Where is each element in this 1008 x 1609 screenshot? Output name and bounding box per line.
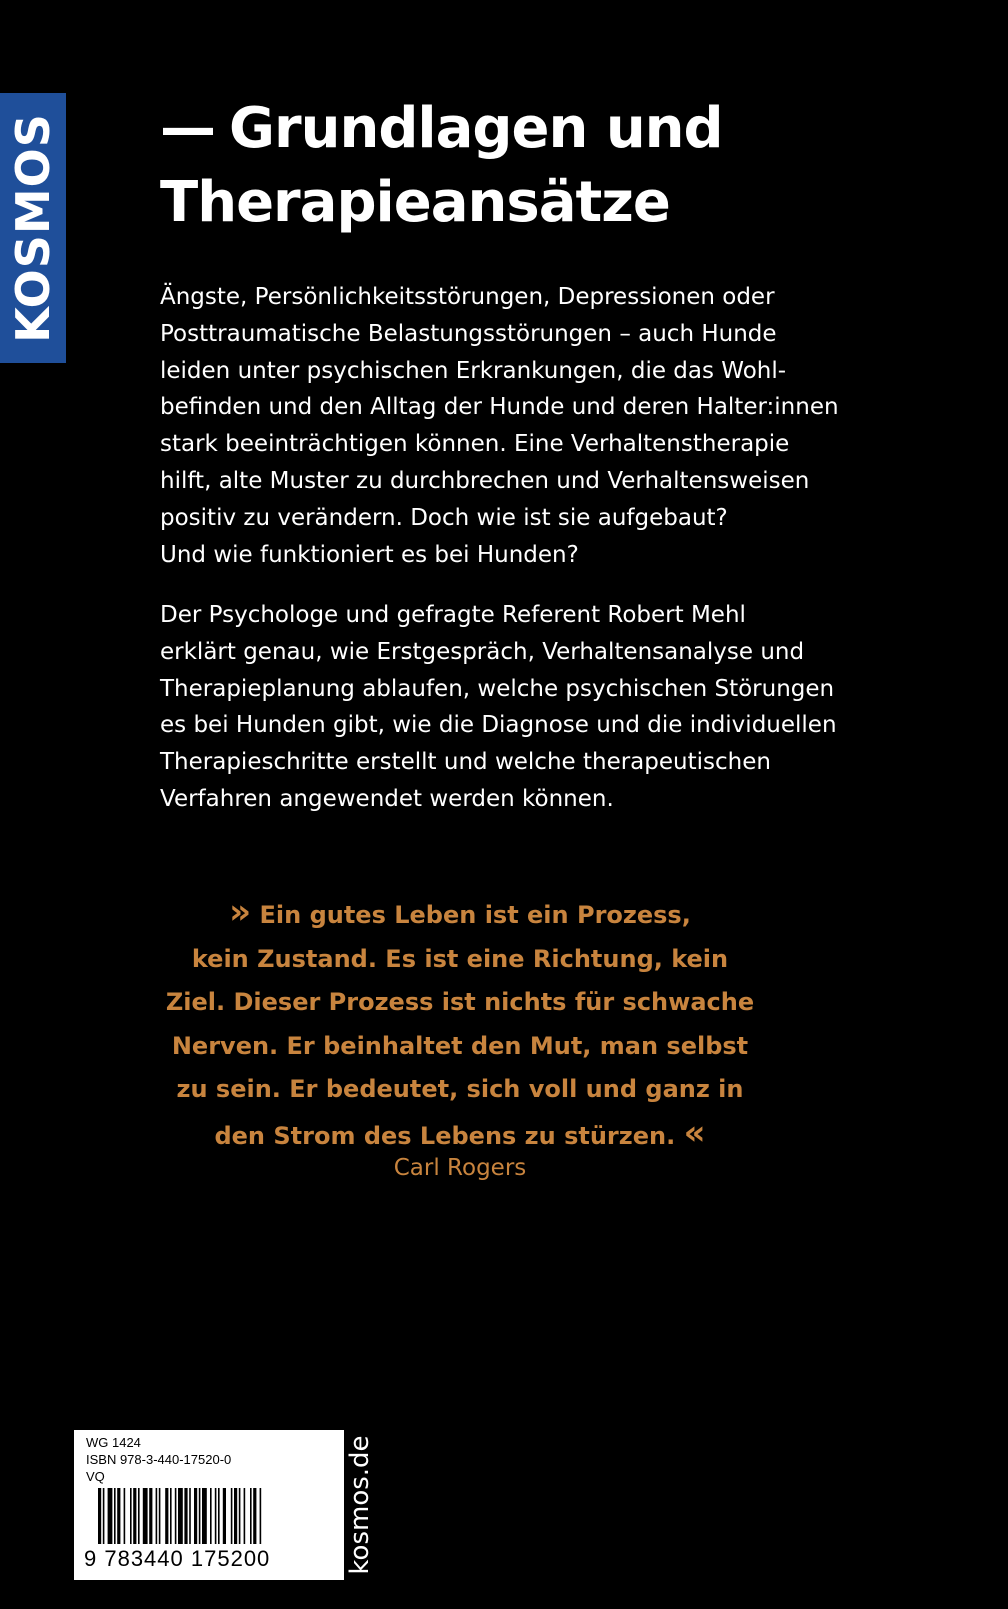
publisher-logo-text: KOSMOS [6,113,60,343]
barcode-bar [223,1488,226,1544]
quote-author: Carl Rogers [393,1155,527,1181]
text-line: Der Psychologe und gefragte Referent Robert Mehl [160,602,746,628]
barcode-bar [98,1488,101,1544]
barcode-bar [231,1488,233,1544]
barcode-bar [189,1488,191,1544]
text-line: positiv zu verändern. Doch wie ist sie aufgebaut? [160,504,728,531]
text-line: Posttraumatische Belastungsstörungen – auch Hunde [160,320,777,347]
barcode-bar [175,1488,177,1544]
barcode-bar [202,1488,207,1544]
barcode-meta [86,1434,231,1485]
vq-code: VQ [86,1469,105,1484]
text-line: Therapieschritte erstellt und welche therapeutischen [160,749,771,776]
open-quote-icon: » [229,892,252,932]
barcode-bar [143,1488,148,1544]
barcode-bar [133,1488,136,1544]
headline-line-1: — Grundlagen und [160,92,920,166]
text-line: Verfahren angewendet werden können. [160,785,614,812]
text-line: Ängste, Persönlichkeitsstörungen, Depressionen oder [160,284,775,310]
description-paragraph-1 [160,279,880,573]
barcode-bar [156,1488,158,1544]
headline-line-2: Therapieansätze [160,170,670,235]
text-line: erklärt genau, wie Erstgespräch, Verhaltensanalyse und [160,638,805,665]
text-line: stark beeinträchtigen können. Eine Verhaltenstherapie [160,431,790,458]
barcode-bar [114,1488,116,1544]
barcode-bar [170,1488,172,1544]
barcode-bar [165,1488,168,1544]
text-line: leiden unter psychischen Erkrankungen, die das Wohl- [160,357,787,384]
barcode-bar [178,1488,183,1544]
text-line: Und wie funktioniert es bei Hunden? [160,541,579,568]
barcode-digits: 9 783440 175200 [84,1546,271,1571]
text-line: es bei Hunden gibt, wie die Diagnose und die individuellen [160,712,837,739]
quote-line: kein Zustand. Es ist eine Richtung, kein [191,944,729,973]
isbn: ISBN 978-3-440-17520-0 [86,1452,232,1467]
quote-line: » Ein gutes Leben ist ein Prozess, [229,892,691,932]
barcode-label [74,1430,344,1580]
barcode-bar [108,1488,113,1544]
headline-dash: — [160,96,215,161]
barcode-bar [103,1488,105,1544]
barcode-bar [218,1488,220,1544]
barcode-bar [239,1488,241,1544]
text-line: befinden und den Alltag der Hunde und deren Halter:innen [160,394,839,421]
description-paragraph-2 [160,597,880,818]
barcode-bar [194,1488,197,1544]
barcode-image [84,1488,334,1550]
quote-line: Nerven. Er beinhaltet den Mut, man selbst [171,1031,749,1060]
barcode-bar [159,1488,161,1544]
barcode-bar [250,1488,252,1544]
quote [130,891,790,1158]
barcode-bar [260,1488,262,1544]
barcode-bar [117,1488,120,1544]
quote-line: den Strom des Lebens zu stürzen. « [214,1112,706,1153]
quote-line: zu sein. Er bedeutet, sich voll und ganz in [176,1075,744,1103]
wg-code: WG 1424 [86,1435,141,1450]
barcode-bar [253,1488,256,1544]
close-quote-icon: « [683,1112,706,1153]
barcode-bar [234,1488,237,1544]
barcode-bar [244,1488,246,1544]
barcode-bar [184,1488,187,1544]
barcode-bar [124,1488,126,1544]
barcode-bar [199,1488,201,1544]
barcode-bar [149,1488,152,1544]
barcode-bar [215,1488,217,1544]
publisher-website: kosmos.de [345,1435,375,1575]
quote-line: Ziel. Dieser Prozess ist nichts für schwache [165,988,755,1016]
publisher-logo [0,93,66,363]
barcode-bar [138,1488,140,1544]
barcode-bar [210,1488,212,1544]
text-line: hilft, alte Muster zu durchbrechen und Verhaltensweisen [160,467,810,494]
barcode-bar [130,1488,132,1544]
text-line: Therapieplanung ablaufen, welche psychischen Störungen [160,675,835,702]
headline [160,92,920,240]
